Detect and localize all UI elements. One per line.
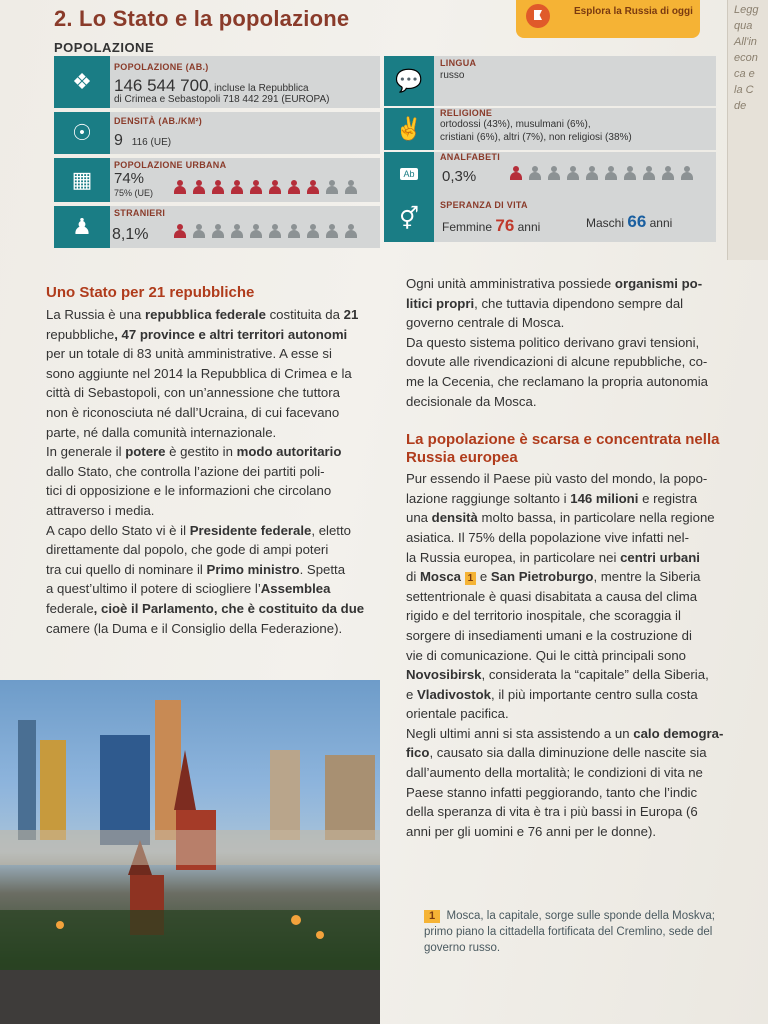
- bold-term: litici propri: [406, 295, 475, 311]
- text-run: sorgere di insediamenti umani e la costruzione di: [406, 627, 692, 643]
- text-run: anni per gli uomini e 76 anni per le donne).: [406, 823, 656, 839]
- bold-term: modo autoritario: [236, 444, 342, 460]
- kremlin-moscow-photo: [0, 680, 380, 1024]
- text-line: [46, 599, 376, 619]
- right-paragraph-1: [406, 274, 752, 411]
- text-run: di: [406, 569, 420, 585]
- foreigners-people-pictogram: [172, 224, 359, 238]
- text-run: parte, né dalla comunità internazionale.: [46, 424, 277, 440]
- stat-note: 116 (UE): [131, 137, 172, 148]
- text-run: tici di opposizione e le informazioni che circolano: [46, 483, 332, 499]
- bold-term: San Pietroburgo: [490, 569, 594, 585]
- person-figure-icon: [603, 166, 619, 180]
- text-run: . Spetta: [299, 561, 346, 577]
- stat-caption: RELIGIONE: [440, 108, 493, 118]
- text-line: [46, 383, 376, 403]
- text-run: Da questo sistema politico derivano gravi tensioni,: [406, 334, 700, 350]
- male-label: Maschi: [586, 216, 625, 230]
- text-line: [46, 325, 376, 345]
- text-line: [406, 372, 752, 392]
- stat-lingua: [384, 56, 716, 106]
- text-run: e: [476, 569, 491, 585]
- text-line: [406, 548, 752, 568]
- text-run: tra cui quello di nominare il: [46, 561, 207, 577]
- person-figure-icon: [305, 224, 321, 238]
- text-line: [406, 469, 752, 489]
- text-line: [406, 313, 752, 333]
- person-figure-icon: [343, 224, 359, 238]
- text-line: [46, 579, 376, 599]
- text-run: molto bassa, in particolare nella regione: [477, 510, 715, 526]
- text-line: [406, 802, 752, 822]
- person-icon: ♟: [54, 206, 110, 248]
- text-run: La Russia è una: [46, 307, 145, 322]
- text-run: dovute alle rivendicazioni di alcune repubbliche, co-: [406, 354, 708, 370]
- figure-number: 1: [424, 910, 440, 923]
- bold-term: centri urbani: [620, 549, 700, 565]
- stat-densita: [54, 112, 380, 154]
- stat-stranieri: [54, 206, 380, 248]
- text-line: [406, 274, 752, 294]
- text-line: [406, 665, 752, 685]
- text-run: e registra: [638, 490, 698, 506]
- person-figure-icon: [172, 180, 188, 194]
- person-figure-icon: [191, 180, 207, 194]
- bold-term: Primo ministro: [206, 561, 300, 577]
- person-density-icon: ☉: [54, 112, 110, 154]
- text-line: [46, 305, 376, 325]
- section-heading: Uno Stato per 21 repubbliche: [46, 284, 255, 301]
- text-run: , il più importante centro sulla costa: [491, 686, 698, 702]
- text-run: lazione raggiunge soltanto i: [406, 490, 571, 506]
- person-figure-icon: [324, 224, 340, 238]
- caption-line: primo piano la cittadella fortificata del Cremlino, sede del: [424, 926, 713, 938]
- text-line: [46, 521, 376, 541]
- city-skyline-illustration: [0, 680, 380, 1024]
- text-run: Ogni unità amministrativa possiede: [406, 276, 615, 291]
- stat-religione: [384, 108, 716, 150]
- text-line: [406, 783, 752, 803]
- text-line: [46, 560, 376, 580]
- abc-icon-text: Ab: [400, 168, 417, 180]
- text-run: , mentre la Siberia: [593, 569, 701, 585]
- person-figure-icon: [508, 166, 524, 180]
- text-run: della speranza di vita è tra i più bassi in Europa (6: [406, 804, 698, 820]
- person-figure-icon: [210, 180, 226, 194]
- stat-note: di Crimea e Sebastopoli 718 442 291 (EUROPA): [114, 94, 330, 105]
- urban-people-pictogram: [172, 180, 359, 194]
- explore-russia-badge: [516, 0, 700, 38]
- text-run: e: [406, 686, 417, 702]
- person-figure-icon: [267, 224, 283, 238]
- text-run: città di Sebastopoli, con un’annessione che tuttora: [46, 385, 340, 401]
- text-line: [406, 489, 752, 509]
- stat-value: ortodossi (43%), musulmani (6%),: [440, 119, 591, 130]
- person-figure-icon: [622, 166, 638, 180]
- section-label: POPOLAZIONE: [54, 40, 155, 55]
- left-paragraph-1: [46, 305, 376, 442]
- text-run: A capo dello Stato vi è il: [46, 522, 190, 538]
- person-figure-icon: [565, 166, 581, 180]
- stat-caption: DENSITÀ (AB./KM²): [114, 116, 203, 126]
- text-line: [406, 352, 752, 372]
- stat-popolazione: [54, 56, 380, 108]
- text-run: , considerata la “capitale” della Siberia,: [481, 667, 709, 683]
- stat-caption: ANALFABETI: [440, 152, 500, 162]
- book-abc-icon: [384, 152, 434, 196]
- text-line: [406, 587, 752, 607]
- person-figure-icon: [305, 180, 321, 194]
- person-figure-icon: [229, 180, 245, 194]
- person-figure-icon: [641, 166, 657, 180]
- right-paragraph-2: [406, 469, 752, 724]
- caption-line: governo russo.: [424, 942, 501, 954]
- text-line: [46, 364, 376, 384]
- text-run: la Russia europea, in particolare nei: [406, 549, 621, 565]
- text-line: [406, 528, 752, 548]
- stat-caption: POPOLAZIONE (AB.): [114, 62, 209, 72]
- male-value: 66: [627, 212, 647, 231]
- bold-term: , 47 province e altri territori autonomi: [114, 326, 348, 342]
- stat-speranza: [384, 196, 716, 242]
- male-unit: anni: [649, 216, 673, 230]
- bold-term: fico: [406, 745, 430, 761]
- text-run: sono aggiunte nel 2014 la Repubblica di Crimea e la: [46, 365, 352, 381]
- right-paragraph-3: [406, 724, 752, 842]
- person-figure-icon: [172, 224, 188, 238]
- text-run: rigido e del territorio inospitale, che scoraggia il: [406, 608, 681, 624]
- edge-text: qua: [734, 20, 753, 32]
- people-group-icon: ❖: [54, 56, 110, 108]
- person-figure-icon: [343, 180, 359, 194]
- text-line: [406, 294, 752, 314]
- text-run: attraverso i media.: [46, 502, 155, 518]
- left-paragraph-3: [46, 521, 376, 639]
- person-figure-icon: [229, 224, 245, 238]
- person-figure-icon: [527, 166, 543, 180]
- left-paragraph-2: [46, 442, 376, 520]
- man-woman-icon: ⚥: [384, 196, 434, 242]
- text-line: [406, 606, 752, 626]
- person-figure-icon: [584, 166, 600, 180]
- text-line: [406, 743, 752, 763]
- text-run: , causato sia dalla diminuzione delle nascite sia: [429, 745, 707, 761]
- photo-caption: [424, 908, 768, 956]
- edge-text: All'in: [734, 36, 757, 48]
- person-figure-icon: [546, 166, 562, 180]
- left-column: [46, 284, 376, 638]
- bold-term: organismi po-: [614, 276, 703, 291]
- text-line: [406, 333, 752, 353]
- female-label: Femmine: [442, 220, 493, 234]
- text-line: [46, 403, 376, 423]
- text-run: governo centrale di Mosca.: [406, 315, 565, 331]
- stat-analfabeti: [384, 152, 716, 196]
- text-line: [406, 508, 752, 528]
- text-run: camere (la Duma e il Consiglio della Federazione).: [46, 620, 343, 636]
- bold-term: Assemblea: [260, 581, 331, 597]
- text-line: [406, 704, 752, 724]
- edge-text: econ: [734, 52, 758, 64]
- text-run: federale: [46, 600, 94, 616]
- person-figure-icon: [248, 180, 264, 194]
- text-run: , eletto: [311, 522, 351, 538]
- text-run: In generale il: [46, 444, 126, 460]
- stat-value: 0,3%: [442, 168, 477, 185]
- person-figure-icon: [679, 166, 695, 180]
- text-run: una: [406, 510, 432, 526]
- praying-hands-icon: ✌: [384, 108, 434, 150]
- bold-term: 146 milioni: [570, 490, 639, 506]
- stat-value: 8,1%: [112, 226, 149, 243]
- buildings-icon: ▦: [54, 158, 110, 202]
- text-line: [406, 646, 752, 666]
- text-run: asiatica. Il 75% della popolazione vive infatti nel-: [406, 529, 689, 545]
- stat-urbana: [54, 158, 380, 202]
- person-figure-icon: [210, 224, 226, 238]
- bold-term: Novosibirsk: [406, 667, 482, 683]
- speech-bubble-icon: 💬: [384, 56, 434, 106]
- text-run: dallo Stato, che controlla l’azione dei partiti poli-: [46, 463, 325, 479]
- person-figure-icon: [191, 224, 207, 238]
- edge-text: Legg: [734, 4, 759, 16]
- bold-term: Vladivostok: [417, 686, 492, 702]
- stat-note: , incluse la Repubblica: [208, 83, 309, 94]
- text-run: è gestito in: [165, 444, 237, 460]
- explore-label: Esplora la Russia di oggi: [574, 6, 693, 17]
- stat-value: 9: [114, 132, 123, 149]
- bold-term: , cioè il Parlamento, che è costituito da due: [93, 600, 365, 616]
- text-run: decisionale da Mosca.: [406, 393, 537, 409]
- edge-text: ca e: [734, 68, 755, 80]
- person-figure-icon: [660, 166, 676, 180]
- female-unit: anni: [517, 220, 541, 234]
- text-run: Negli ultimi anni si sta assistendo a un: [406, 725, 634, 741]
- text-run: settentrionale è quasi disabitata a causa del clima: [406, 588, 698, 604]
- text-line: [46, 540, 376, 560]
- text-line: [46, 423, 376, 443]
- text-line: [406, 626, 752, 646]
- flag-icon: [526, 4, 550, 28]
- stat-note: 75% (UE): [114, 188, 154, 198]
- text-line: [46, 501, 376, 521]
- text-run: Paese stanno infatti peggiorando, tanto che l’indic: [406, 784, 698, 800]
- stat-value: cristiani (6%), altri (7%), non religiosi (38%): [440, 132, 632, 143]
- bold-term: potere: [125, 444, 166, 460]
- section-heading: La popolazione è scarsa e concentrata nella Russia europea: [406, 431, 720, 467]
- text-line: [406, 822, 752, 842]
- text-run: vie di comunicazione. Qui le città principali sono: [406, 647, 687, 663]
- text-line: [406, 685, 752, 705]
- person-figure-icon: [286, 180, 302, 194]
- bold-term: calo demogra-: [633, 725, 724, 741]
- text-line: [46, 481, 376, 501]
- illiteracy-people-pictogram: [508, 166, 695, 180]
- text-run: , che tuttavia dipendono sempre dal: [474, 295, 684, 311]
- right-column: [406, 274, 752, 841]
- text-run: repubbliche: [46, 326, 115, 342]
- text-run: orientale pacifica.: [406, 706, 509, 722]
- caption-line: Mosca, la capitale, sorge sulle sponde della Moskva;: [446, 910, 715, 922]
- person-figure-icon: [267, 180, 283, 194]
- text-line: [46, 442, 376, 462]
- person-figure-icon: [248, 224, 264, 238]
- edge-text: de: [734, 100, 747, 112]
- stat-caption: LINGUA: [440, 58, 477, 68]
- page-title: 2. Lo Stato e la popolazione: [54, 6, 350, 31]
- text-line: [406, 392, 752, 412]
- text-run: costituita da: [265, 307, 344, 322]
- stat-caption: STRANIERI: [114, 208, 166, 218]
- stat-caption: POPOLAZIONE URBANA: [114, 160, 227, 170]
- text-line: [406, 724, 752, 744]
- edge-text: la C: [734, 84, 754, 96]
- stat-caption: SPERANZA DI VITA: [440, 200, 528, 210]
- figure-reference: 1: [465, 572, 477, 585]
- adjacent-page-edge: [727, 0, 768, 260]
- text-line: [406, 763, 752, 783]
- bold-term: repubblica federale: [144, 307, 266, 322]
- bold-term: Presidente federale: [189, 522, 312, 538]
- text-run: non è riconosciuta né dall’Ucraina, di cui facevano: [46, 404, 340, 420]
- text-run: me la Cecenia, che reclamano la propria autonomia: [406, 373, 709, 389]
- text-run: per un totale di 83 unità amministrative. A esse si: [46, 346, 332, 362]
- bold-term: 21: [343, 307, 359, 322]
- text-line: [46, 344, 376, 364]
- person-figure-icon: [324, 180, 340, 194]
- bold-term: densità: [431, 510, 478, 526]
- person-figure-icon: [286, 224, 302, 238]
- bold-term: Mosca: [419, 569, 461, 585]
- text-run: direttamente dal popolo, che gode di ampi poteri: [46, 542, 329, 558]
- text-line: [46, 462, 376, 482]
- stat-value: russo: [440, 70, 465, 81]
- stat-value: 146 544 700: [114, 76, 209, 95]
- text-line: [406, 567, 752, 587]
- female-value: 76: [495, 216, 515, 235]
- text-run: a quest’ultimo il potere di sciogliere l’: [46, 581, 261, 597]
- text-run: dall’aumento della mortalità; le condizioni di vita ne: [406, 765, 703, 781]
- text-run: Pur essendo il Paese più vasto del mondo, la popo-: [406, 471, 708, 487]
- text-line: [46, 619, 376, 639]
- stat-value: 74%: [114, 170, 145, 187]
